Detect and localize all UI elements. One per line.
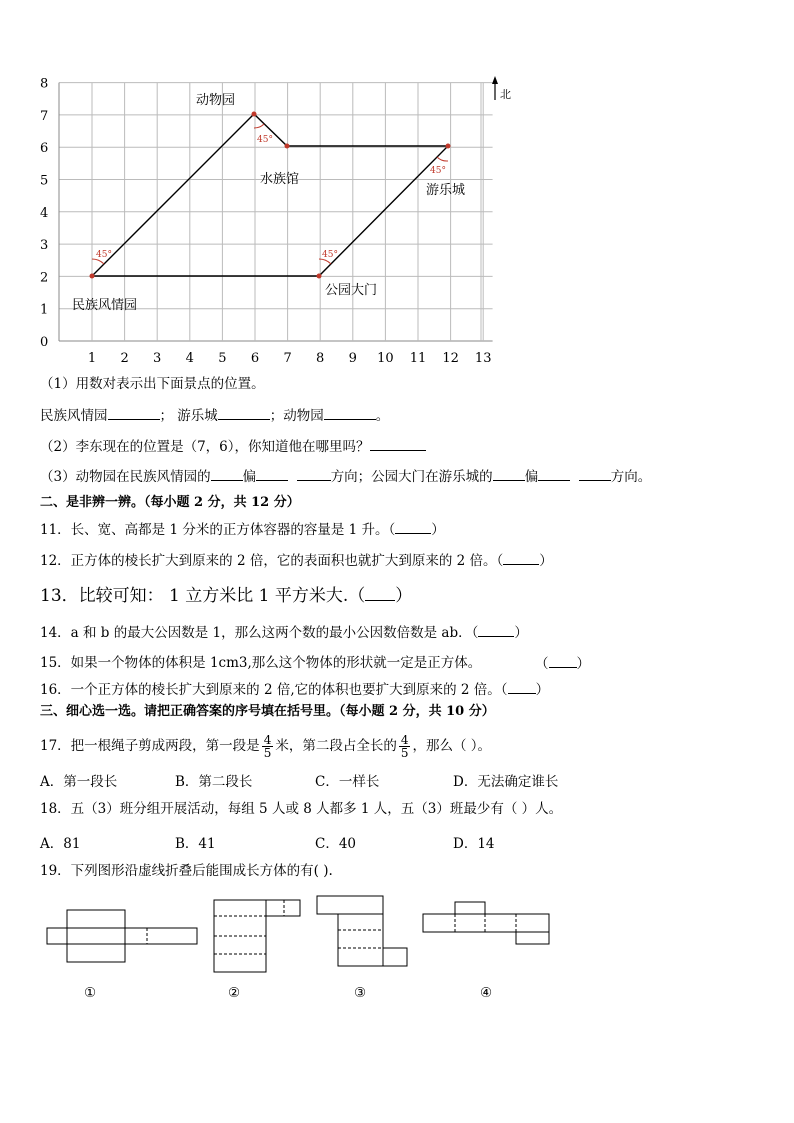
x-tick-labels (88, 351, 492, 366)
q15-blank[interactable] (549, 654, 577, 668)
net-3[interactable] (317, 896, 407, 966)
q18-option-b[interactable]: B．41 (175, 836, 216, 852)
q3-blank-3[interactable] (297, 467, 331, 481)
north-label: 北 (500, 88, 511, 101)
q3-part-e: 方向。 (610, 469, 652, 485)
x-tick-label: 13 (474, 351, 492, 366)
q2-text: （2）李东现在的位置是（7，6），你知道他在哪里吗？ (40, 439, 370, 455)
q17-option-d[interactable]: D．无法确定谁长 (453, 774, 559, 790)
q18-text: 18．五（3）班分组开展活动，每组 5 人或 8 人都多 1 人，五（3）班最少有（ ）人。 (40, 801, 563, 817)
q3-part-d: 偏 (524, 469, 539, 485)
angle-label-gate: 45° (322, 250, 338, 260)
q1-amusement-blank[interactable] (218, 406, 270, 420)
q3-blank-5[interactable] (538, 467, 570, 481)
point-zoo (252, 112, 257, 117)
x-tick-label: 5 (218, 351, 227, 366)
q1-answer-line (40, 406, 389, 425)
label-amusement: 游乐城 (426, 183, 466, 198)
q1-folk-label: 民族风情园 (40, 408, 108, 424)
q12-line (40, 551, 553, 570)
x-tick-label: 12 (442, 351, 459, 366)
coordinate-grid (0, 0, 794, 380)
q15-close: ） (576, 656, 590, 672)
q17-option-a[interactable]: A．第一段长 (40, 774, 118, 790)
q13-close: ） (395, 586, 413, 606)
q17-fraction-1: $\frac{4}{5}$ (263, 733, 272, 760)
net-4[interactable] (423, 902, 549, 944)
q3-blank-1[interactable] (211, 467, 243, 481)
point-aquarium (285, 144, 290, 149)
y-tick-label: 5 (40, 173, 49, 189)
q18-option-d[interactable]: D．14 (453, 836, 495, 852)
q3-line (40, 467, 651, 486)
q3-part-c: 方向；公园大门在游乐城的 (330, 469, 493, 485)
x-tick-label: 3 (153, 351, 162, 366)
point-park-gate (317, 274, 322, 279)
q14-line (40, 623, 528, 642)
north-arrowhead-icon (492, 76, 498, 84)
q1-end: 。 (375, 408, 390, 424)
point-amusement (446, 144, 451, 149)
net-label-2: ② (228, 985, 241, 1001)
q16-line (40, 680, 549, 699)
section-3-title: 三、细心选一选。请把正确答案的序号填在括号里。（每小题 2 分，共 10 分） (40, 704, 495, 719)
q3-part-a: （3）动物园在民族风情园的 (40, 469, 211, 485)
q3-blank-2[interactable] (256, 467, 288, 481)
y-tick-label: 4 (40, 205, 49, 221)
q11-blank[interactable] (395, 520, 431, 534)
y-tick-label: 3 (40, 238, 49, 254)
q17-option-b[interactable]: B．第二段长 (175, 774, 253, 790)
section-2-title: 二、是非辨一辨。（每小题 2 分，共 12 分） (40, 495, 300, 510)
q15-open: （ (535, 656, 549, 672)
angle-label-amusement: 45° (430, 166, 446, 176)
q17-part-c: ，那么（ ）。 (412, 738, 492, 754)
angle-label-folk: 45° (96, 250, 112, 260)
point-folk-garden (90, 274, 95, 279)
angle-label-zoo: 45° (257, 135, 273, 145)
x-tick-label: 7 (283, 351, 292, 366)
q16-blank[interactable] (508, 680, 536, 694)
q17-line (40, 733, 491, 759)
y-tick-label: 2 (40, 270, 49, 286)
q17-option-c[interactable]: C．一样长 (315, 774, 380, 790)
net-1[interactable] (47, 910, 197, 962)
q3-blank-6[interactable] (579, 467, 611, 481)
net-label-4: ④ (480, 985, 493, 1001)
y-tick-label: 7 (40, 108, 49, 124)
label-aquarium: 水族馆 (260, 172, 300, 187)
q13-blank[interactable] (365, 587, 395, 601)
q15-text: 15．如果一个物体的体积是 1cm3,那么这个物体的形状就一定是正方体。 (40, 655, 482, 671)
q19-text: 19．下列图形沿虚线折叠后能围成长方体的有( ). (40, 863, 333, 879)
net-label-1: ① (84, 985, 97, 1001)
angle-arc-amusement (437, 157, 448, 161)
x-tick-label: 11 (409, 351, 427, 366)
q3-blank-4[interactable] (493, 467, 525, 481)
q11-line (40, 520, 445, 539)
x-tick-label: 10 (377, 351, 394, 366)
q18-option-c[interactable]: C．40 (315, 836, 357, 852)
q2-line (40, 437, 426, 456)
q17-part-b: 米，第二段占全长的 (275, 738, 397, 754)
x-tick-label: 1 (87, 351, 97, 366)
x-tick-label: 8 (316, 351, 325, 366)
q12-close: ） (539, 553, 553, 569)
q15-paren (535, 654, 590, 673)
q13-text: 13．比较可知： 1 立方米比 1 平方米大.（ (40, 586, 366, 606)
q1-text: （1）用数对表示出下面景点的位置。 (40, 376, 265, 392)
box-nets (0, 880, 794, 1020)
q14-text: 14．a 和 b 的最大公因数是 1，那么这两个数的最小公因数倍数是 ab．（ (40, 625, 479, 641)
q13-line (40, 587, 412, 605)
x-tick-label: 6 (250, 351, 260, 366)
label-zoo: 动物园 (196, 93, 236, 108)
q17-fraction-2: $\frac{4}{5}$ (400, 733, 409, 760)
label-park-gate: 公园大门 (325, 283, 378, 298)
x-tick-label: 2 (120, 351, 129, 366)
q12-text: 12．正方体的棱长扩大到原来的 2 倍，它的表面积也就扩大到原来的 2 倍。（ (40, 553, 504, 569)
x-tick-label: 9 (348, 351, 357, 366)
x-tick-label: 4 (185, 351, 194, 366)
q3-part-b: 偏 (242, 469, 257, 485)
q16-close: ） (535, 682, 550, 698)
q18-option-a[interactable]: A．81 (40, 836, 81, 852)
q14-close: ） (514, 625, 528, 641)
q1-folk-blank[interactable] (108, 406, 160, 420)
q1-zoo-blank[interactable] (324, 406, 376, 420)
y-tick-labels (40, 77, 48, 350)
net-2[interactable] (214, 900, 300, 972)
y-tick-label: 6 (40, 141, 49, 157)
label-folk-garden: 民族风情园 (72, 298, 138, 313)
q11-text: 11．长、宽、高都是 1 分米的正方体容器的容量是 1 升。（ (40, 522, 396, 538)
net-label-3: ③ (354, 985, 367, 1001)
q14-blank[interactable] (478, 623, 514, 637)
y-tick-label: 1 (40, 302, 49, 318)
q16-text: 16．一个正方体的棱长扩大到原来的 2 倍,它的体积也要扩大到原来的 2 倍。（ (40, 682, 508, 698)
q11-close: ） (431, 522, 445, 538)
q17-part-a: 17．把一根绳子剪成两段，第一段是 (40, 738, 260, 754)
q1-amusement-label: ； 游乐城 (159, 408, 218, 424)
y-tick-label: 8 (40, 76, 49, 92)
q12-blank[interactable] (503, 551, 539, 565)
q1-zoo-label: ；动物园 (269, 408, 324, 424)
q2-blank[interactable] (370, 437, 426, 451)
y-tick-label: 0 (40, 335, 49, 350)
